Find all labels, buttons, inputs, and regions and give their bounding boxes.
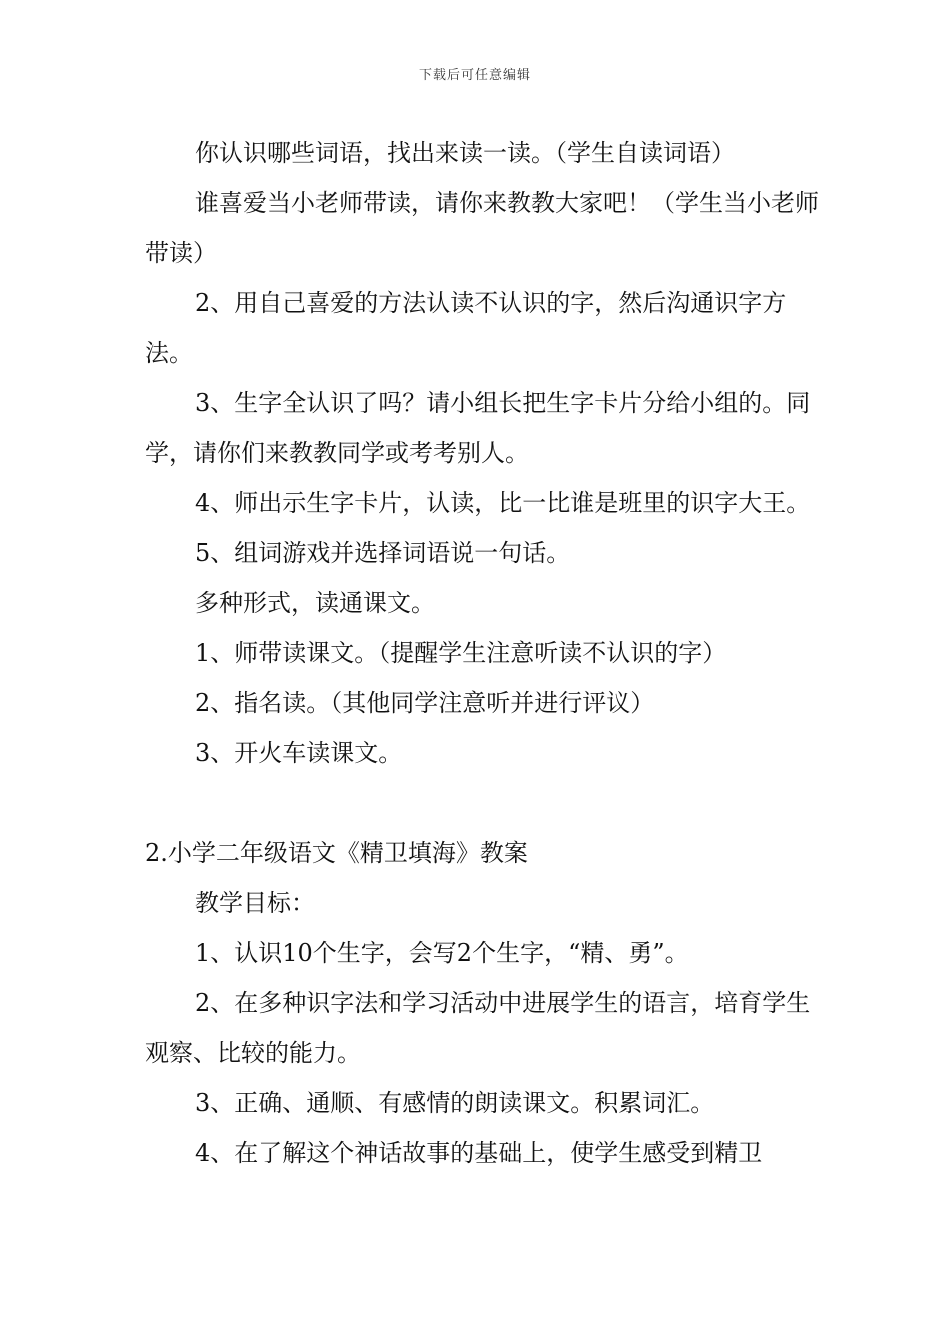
paragraph-16: 4、在了解这个神话故事的基础上，使学生感受到精卫 [195, 1139, 763, 1167]
paragraph-7: 多种形式，读通课文。 [195, 589, 435, 617]
paragraph-3: 2、用自己喜爱的方法认读不认识的字，然后沟通识字方法。 [145, 289, 787, 367]
page-header: 下载后可任意编辑 [418, 68, 531, 83]
section-title: 2.小学二年级语文《精卫填海》教案 [145, 839, 528, 867]
paragraph-4: 3、生字全认识了吗？请小组长把生字卡片分给小组的。同学，请你们来教教同学或考考别人。 [145, 389, 811, 467]
paragraph-15: 3、正确、通顺、有感情的朗读课文。积累词汇。 [195, 1089, 715, 1117]
paragraph-6: 5、组词游戏并选择词语说一句话。 [195, 539, 571, 567]
paragraph-10: 3、开火车读课文。 [195, 739, 403, 767]
document-body [145, 128, 825, 1178]
paragraph-13: 1、认识10个生字，会写2个生字，“精、勇”。 [195, 939, 689, 967]
paragraph-12: 教学目标： [195, 889, 315, 917]
paragraph-2: 谁喜爱当小老师带读，请你来教教大家吧！（学生当小老师带读） [145, 189, 819, 267]
paragraph-14: 2、在多种识字法和学习活动中进展学生的语言，培育学生观察、比较的能力。 [145, 989, 811, 1067]
paragraph-1: 你认识哪些词语，找出来读一读。（学生自读词语） [195, 139, 735, 167]
section-gap [145, 778, 825, 828]
paragraph-9: 2、指名读。（其他同学注意听并进行评议） [195, 689, 655, 717]
paragraph-8: 1、师带读课文。（提醒学生注意听读不认识的字） [195, 639, 727, 667]
paragraph-5: 4、师出示生字卡片，认读，比一比谁是班里的识字大王。 [195, 489, 811, 517]
